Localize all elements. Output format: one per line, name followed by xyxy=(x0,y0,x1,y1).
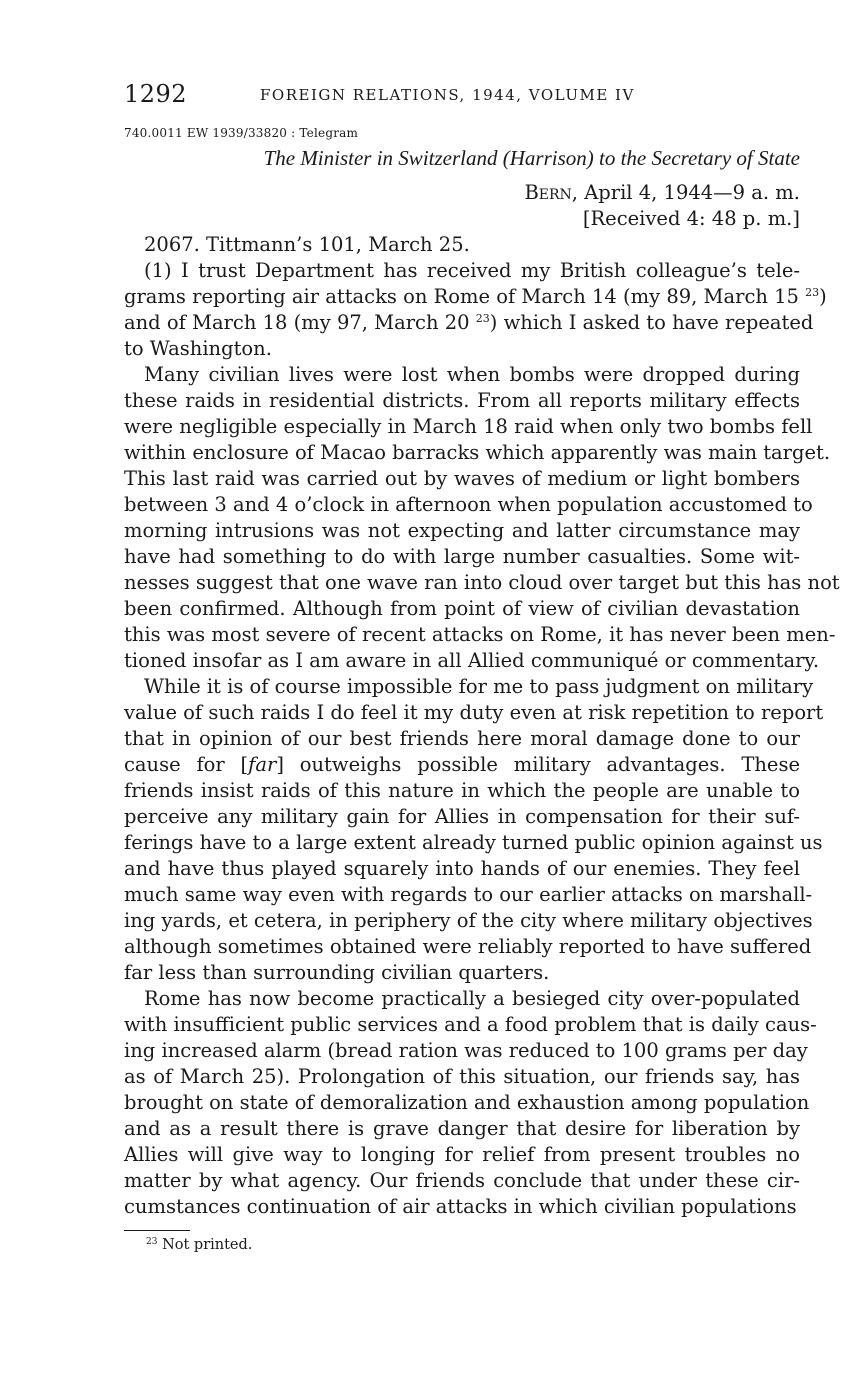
text-line: friends insist raids of this nature in which the people are unable to xyxy=(124,779,800,802)
paragraph xyxy=(124,362,840,674)
text-line: far less than surrounding civilian quarters. xyxy=(124,961,550,984)
text-line: perceive any military gain for Allies in compensation for their suf- xyxy=(124,805,800,828)
text-line: cumstances continuation of air attacks in which civilian populations xyxy=(124,1195,797,1218)
text-line: brought on state of demoralization and exhaustion among population xyxy=(124,1091,810,1114)
text-line: as of March 25). Prolongation of this situation, our friends say, has xyxy=(124,1065,800,1088)
text-line: While it is of course impossible for me to pass judgment on military xyxy=(144,675,814,698)
dateline-date: April 4, 1944—9 a. m. xyxy=(584,181,800,204)
page-number: 1292 xyxy=(124,80,188,108)
text-line: much same way even with regards to our earlier attacks on marshall- xyxy=(124,883,813,906)
text-line: with insufficient public services and a food problem that is daily caus- xyxy=(124,1013,817,1036)
text-line: within enclosure of Macao barracks which apparently was main target. xyxy=(124,441,831,464)
footnote-rule xyxy=(124,1230,190,1231)
text-line: Allies will give way to longing for relief from present troubles no xyxy=(124,1143,800,1166)
paragraph xyxy=(124,674,824,986)
text-line: nesses suggest that one wave ran into cloud over target but this has not xyxy=(124,571,840,594)
text-line: to Washington. xyxy=(124,337,272,360)
paragraph xyxy=(124,986,817,1220)
opening-line: 2067. Tittmann’s 101, March 25. xyxy=(144,233,470,256)
dateline-place: Bern, xyxy=(524,181,578,204)
dateline xyxy=(124,180,800,232)
footnote-reference: 23 xyxy=(475,312,490,325)
text-line: and have thus played squarely into hands of our enemies. They feel xyxy=(124,857,800,880)
text-line: these raids in residential districts. From all reports military effects xyxy=(124,389,800,412)
text-line: were negligible especially in March 18 raid when only two bombs fell xyxy=(124,415,813,438)
text-line: and of March 18 (my 97, March 20 $^{23}$) which I asked to have repeated xyxy=(124,311,814,334)
file-reference: 740.0011 EW 1939/33820 : Telegram xyxy=(124,126,359,140)
text-line: ing yards, et cetera, in periphery of the city where military objectives xyxy=(124,909,813,932)
document-heading: The Minister in Switzerland (Harrison) to the Secretary of State xyxy=(263,146,800,170)
text-line: (1) I trust Department has received my British colleague’s tele- xyxy=(144,259,800,282)
text-line: tioned insofar as I am aware in all Allied communiqué or commentary. xyxy=(124,649,820,672)
text-line: have had something to do with large number casualties. Some wit- xyxy=(124,545,800,568)
text-line: Many civilian lives were lost when bombs were dropped during xyxy=(144,363,800,386)
footnote-marker: 23 xyxy=(146,1237,158,1247)
text-line: although sometimes obtained were reliably reported to have suffered xyxy=(124,935,812,958)
text-line: that in opinion of our best friends here moral damage done to our xyxy=(124,727,800,750)
footnote-text: Not printed. xyxy=(162,1237,253,1253)
text-line: this was most severe of recent attacks on Rome, it has never been men- xyxy=(124,623,836,646)
telegram-body xyxy=(124,232,840,1220)
paragraph xyxy=(124,258,827,362)
text-line: ferings have to a large extent already turned public opinion against us xyxy=(124,831,823,854)
running-title: FOREIGN RELATIONS, 1944, VOLUME IV xyxy=(260,86,635,104)
paragraphs xyxy=(124,258,840,1220)
text-line: value of such raids I do feel it my duty even at risk repetition to report xyxy=(124,701,824,724)
text-line: been confirmed. Although from point of view of civilian devastation xyxy=(124,597,800,620)
text-line: between 3 and 4 o’clock in afternoon when population accustomed to xyxy=(124,493,813,516)
text-line: matter by what agency. Our friends conclude that under these cir- xyxy=(124,1169,800,1192)
text-line: morning intrusions was not expecting and latter circumstance may xyxy=(124,519,800,542)
text-line: grams reporting air attacks on Rome of March 14 (my 89, March 15 $^{23}$) xyxy=(124,285,827,308)
text-line: This last raid was carried out by waves of medium or light bombers xyxy=(124,467,800,490)
text-line: ing increased alarm (bread ration was reduced to 100 grams per day xyxy=(124,1039,808,1062)
running-head xyxy=(124,78,800,112)
document-page xyxy=(124,78,840,1253)
footnote xyxy=(146,1237,800,1253)
text-line: cause for [far] outweighs possible military advantages. These xyxy=(124,753,800,776)
received-time: [Received 4: 48 p. m.] xyxy=(582,207,800,230)
text-line: and as a result there is grave danger that desire for liberation by xyxy=(124,1117,800,1140)
footnote-reference: 23 xyxy=(805,286,820,299)
text-line: Rome has now become practically a besieged city over-populated xyxy=(144,987,800,1010)
